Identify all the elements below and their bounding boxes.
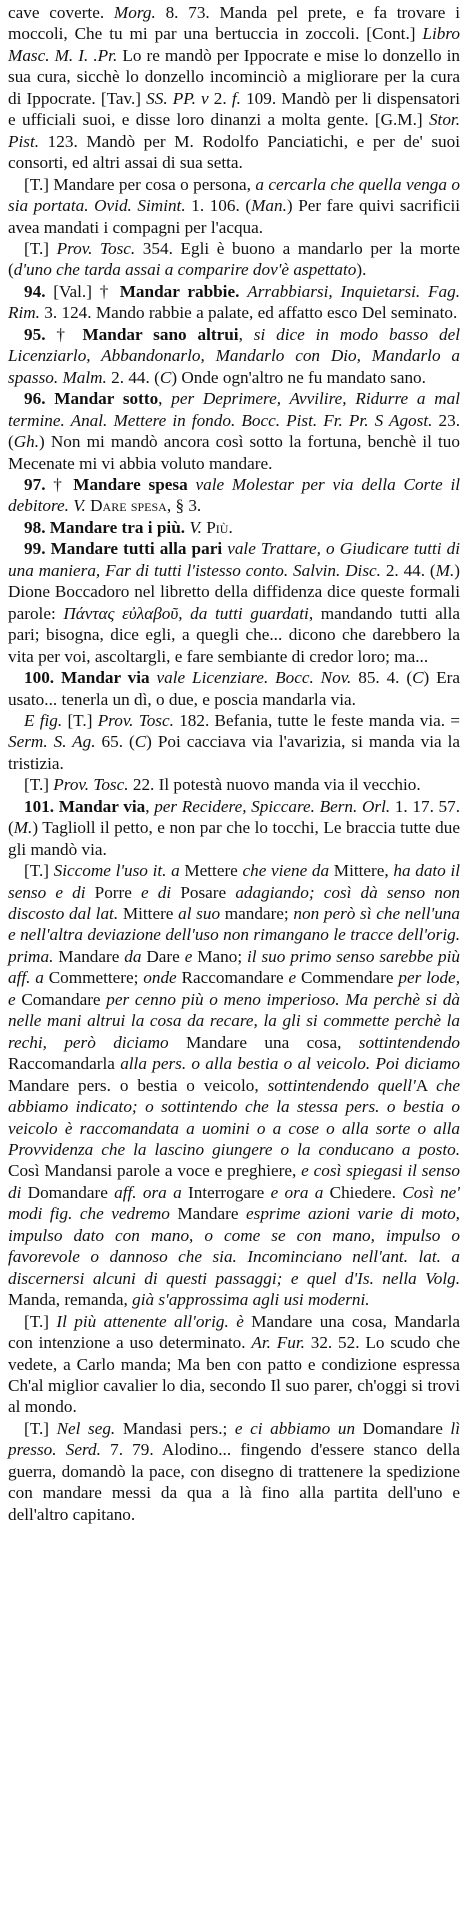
entry-95-mandar-sano: 95. † Mandar sano altrui, si dice in modo basso del Licenziarlo, Abbandonarlo, Mandarlo con Dio, Mandarlo a spasso. Malm. 2. 44. (C) Onde ogn'altro ne fu mandato sano. <box>8 324 461 387</box>
entry-101-mandar-via: 101. Mandar via, per Recidere, Spiccare. Bern. Orl. 1. 17. 57. (M.) Taglioll il petto, e non par che lo tocchi, Le braccia tutte due gli mandò via. <box>8 796 461 859</box>
entry-continuation: cave coverte. Morg. 8. 73. Manda pel prete, e fa trovare i moccoli, Che tu mi par una bertuccia in zoccoli. [Cont.] Libro Masc. M. I. .Pr. Lo re mandò per Ippocrate e mise lo donzello in sua cura, sicchè lo donzello incominciò a migliorare per la cura di Ippocrate. [Tav.] SS. PP. v 2. f. 109. Mandò per li dispensatori e ufficiali suoi, e disse loro dinanzi a molta gente. [G.M.] Stor. Pist. 123. Mandò per M. Rodolfo Panciatichi, e per de' suoi consorti, ed altri assai di sua setta. <box>8 3 461 173</box>
entry-100-mandar-via: 100. Mandar via vale Licenziare. Bocc. Nov. 85. 4. (C) Era usato... tenerla un dì, o due, e poscia mandarla via. <box>8 668 460 709</box>
entry-98-mandare-tra-i-piu: 98. Mandare tra i più. V. Più. <box>24 517 233 537</box>
note-etymology: [T.] Siccome l'uso it. a Mettere che viene da Mittere, ha dato il senso e di Porre e di Posare adagiando; così dà senso non discosto dal lat. Mittere al suo mandare; non però sì che nell'una e nell'altra deviazione dell'uso non rimangano le tracce dell'orig. prima. Mandare da Dare e Mano; il suo primo senso sarebbe più aff. a Commettere; onde Raccomandare e Commendare per lode, e Comandare per cenno più o meno imperioso. Ma perchè si dà nelle mani altrui la cosa da recare, la gli si commette perchè la rechi, però diciamo Mandare una cosa, sottintendendo Raccomandarla alla pers. o alla bestia o al veicolo. Poi diciamo Mandare pers. o bestia o veicolo, sottintendendo quell'A che abbiamo indicato; o sottintendo che la stessa pers. o bestia o veicolo è raccomandata a uomini o a cose o alla sorte o alla Provvidenza che la lascino giungere o la conducano a posto. Così Mandansi parole a voce e preghiere, e così spiegasi il senso di Domandare aff. ora a Interrogare e ora a Chiedere. Così ne' modi fig. che vedremo Mandare esprime azioni varie di moto, impulso dato con mano, o come se con mano, impulso o favorevole o dannoso che sia. Incominciano nell'ant. lat. a discernersi alcuni di questi passaggi; e quel d'Is. nella Volg. Manda, remanda, già s'approssima agli usi moderni. <box>8 861 461 1310</box>
note-orig-mandare-cosa: [T.] Il più attenente all'orig. è Mandare una cosa, Mandarla con intenzione a uso determinato. Ar. Fur. 32. 52. Lo scudo che vedete, a Carlo manda; Ma ben con patto e condizione espressa Ch'al miglior cavalier lo dia, secondo Il suo parer, ch'oggi si trovi al mondo. <box>8 1311 461 1417</box>
entry-96-mandar-sotto: 96. Mandar sotto, per Deprimere, Avvilire, Ridurre a mal termine. Anal. Mettere in fondo. Bocc. Pist. Fr. Pr. S Agost. 23. (Gh.) Non mi mandò ancora così sotto la fortuna, benchè il tuo Mecenate mi vi abbia voluto mandare. <box>8 389 461 473</box>
entry-97-mandare-spesa: 97. † Mandare spesa vale Molestar per via della Corte il debitore. V. Dare spesa, § 3. <box>8 474 461 516</box>
subentry-mandare-per-cosa: [T.] Mandare per cosa o persona, a cercarla che quella venga o sia portata. Ovid. Simint. 1. 106. (Man.) Per fare quivi sacrificii avea mandati i compagni per l'acqua. <box>8 174 460 237</box>
subentry-prov-tosc-22: [T.] Prov. Tosc. 22. Il potestà nuovo manda via il vecchio. <box>24 775 421 795</box>
subentry-prov-tosc-354: [T.] Prov. Tosc. 354. Egli è buono a mandarlo per la morte (d'uno che tarda assai a comparire dov'è aspettato). <box>8 238 461 280</box>
subentry-fig-befania: E fig. [T.] Prov. Tosc. 182. Befania, tutte le feste manda via. = Serm. S. Ag. 65. (C) Poi cacciava via l'avarizia, si manda via la tristizia. <box>8 710 461 773</box>
note-mandasi-pers: [T.] Nel seg. Mandasi pers.; e ci abbiamo un Domandare lì presso. Serd. 7. 79. Alodino... fingendo d'essere stanco della guerra, domandò la pace, con disegno di trattenere la spedizione con mandare messi da qua a là fino alla partita dell'uno e dell'altro capitano. <box>8 1418 460 1524</box>
entry-99-mandare-tutti-alla-pari: 99. Mandare tutti alla pari vale Trattare, o Giudicare tutti di una maniera, Far di tutti l'istesso conto. Salvin. Disc. 2. 44. (M.) Dione Boccadoro nel libretto della diffidenza dice queste formali parole: Πάντας εὐλαβοῦ, da tutti guardati, mandando tutti alla pari; bisogna, dice egli, a quegli che... dicono che darebbero la vita per voi, ascoltargli, e fare sembiante di credor loro; ma... <box>8 539 460 666</box>
entry-94-mandar-rabbie: 94. [Val.] † Mandar rabbie. Arrabbiarsi, Inquietarsi. Fag. Rim. 3. 124. Mando rabbie a palate, ed affatto esco Del seminato. <box>8 281 461 323</box>
